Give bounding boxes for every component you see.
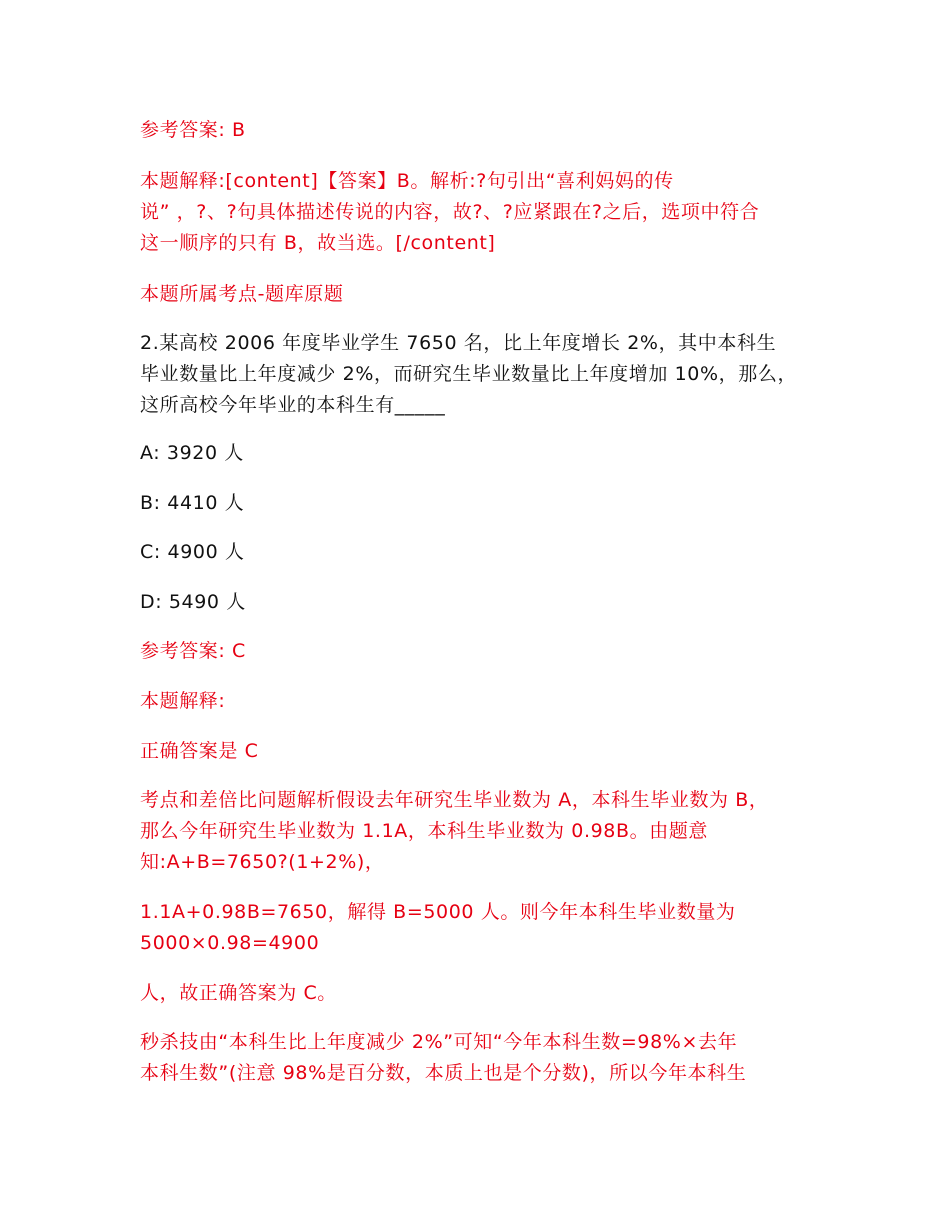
q2-explanation-label: 本题解释:	[140, 690, 226, 712]
q1-explanation-line-2: 说” ，?、?句具体描述传说的内容，故?、?应紧跟在?之后，选项中符合	[140, 201, 760, 223]
q2-option-d: D: 5490 人	[140, 591, 246, 613]
q2-stem-line-2: 毕业数量比上年度减少 2%，而研究生毕业数量比上年度增加 10%，那么，	[140, 363, 798, 385]
q2-calculation-line-2: 5000×0.98=4900	[140, 932, 320, 954]
q2-option-a: A: 3920 人	[140, 442, 244, 464]
q1-explanation-line-3: 这一顺序的只有 B，故当选。[/content]	[140, 232, 496, 254]
q1-knowledge-point: 本题所属考点-题库原题	[140, 283, 344, 305]
q2-shortcut-line-1: 秒杀技由“本科生比上年度减少 2%”可知“今年本科生数=98%×去年	[140, 1031, 738, 1053]
q2-calculation-line-1: 1.1A+0.98B=7650，解得 B=5000 人。则今年本科生毕业数量为	[140, 901, 736, 923]
q2-conclusion: 人，故正确答案为 C。	[140, 982, 337, 1004]
q2-answer: 参考答案: C	[140, 640, 246, 662]
q2-analysis-line-2: 那么今年研究生毕业数为 1.1A，本科生毕业数为 0.98B。由题意	[140, 820, 709, 842]
q2-analysis-line-3: 知:A+B=7650?(1+2%)，	[140, 851, 385, 873]
q2-option-c: C: 4900 人	[140, 541, 245, 563]
q2-analysis-line-1: 考点和差倍比问题解析假设去年研究生毕业数为 A，本科生毕业数为 B，	[140, 789, 769, 811]
q2-correct-answer: 正确答案是 C	[140, 740, 259, 762]
q1-answer: 参考答案: B	[140, 119, 246, 141]
q2-shortcut-line-2: 本科生数”(注意 98%是百分数，本质上也是个分数)，所以今年本科生	[140, 1062, 747, 1084]
q2-option-b: B: 4410 人	[140, 492, 245, 514]
q2-stem-line-1: 2.某高校 2006 年度毕业学生 7650 名，比上年度增长 2%，其中本科生	[140, 332, 777, 354]
q1-explanation-line-1: 本题解释:[content]【答案】B。解析:?句引出“喜利妈妈的传	[140, 170, 674, 192]
q2-stem-line-3: 这所高校今年毕业的本科生有_____	[140, 394, 446, 416]
